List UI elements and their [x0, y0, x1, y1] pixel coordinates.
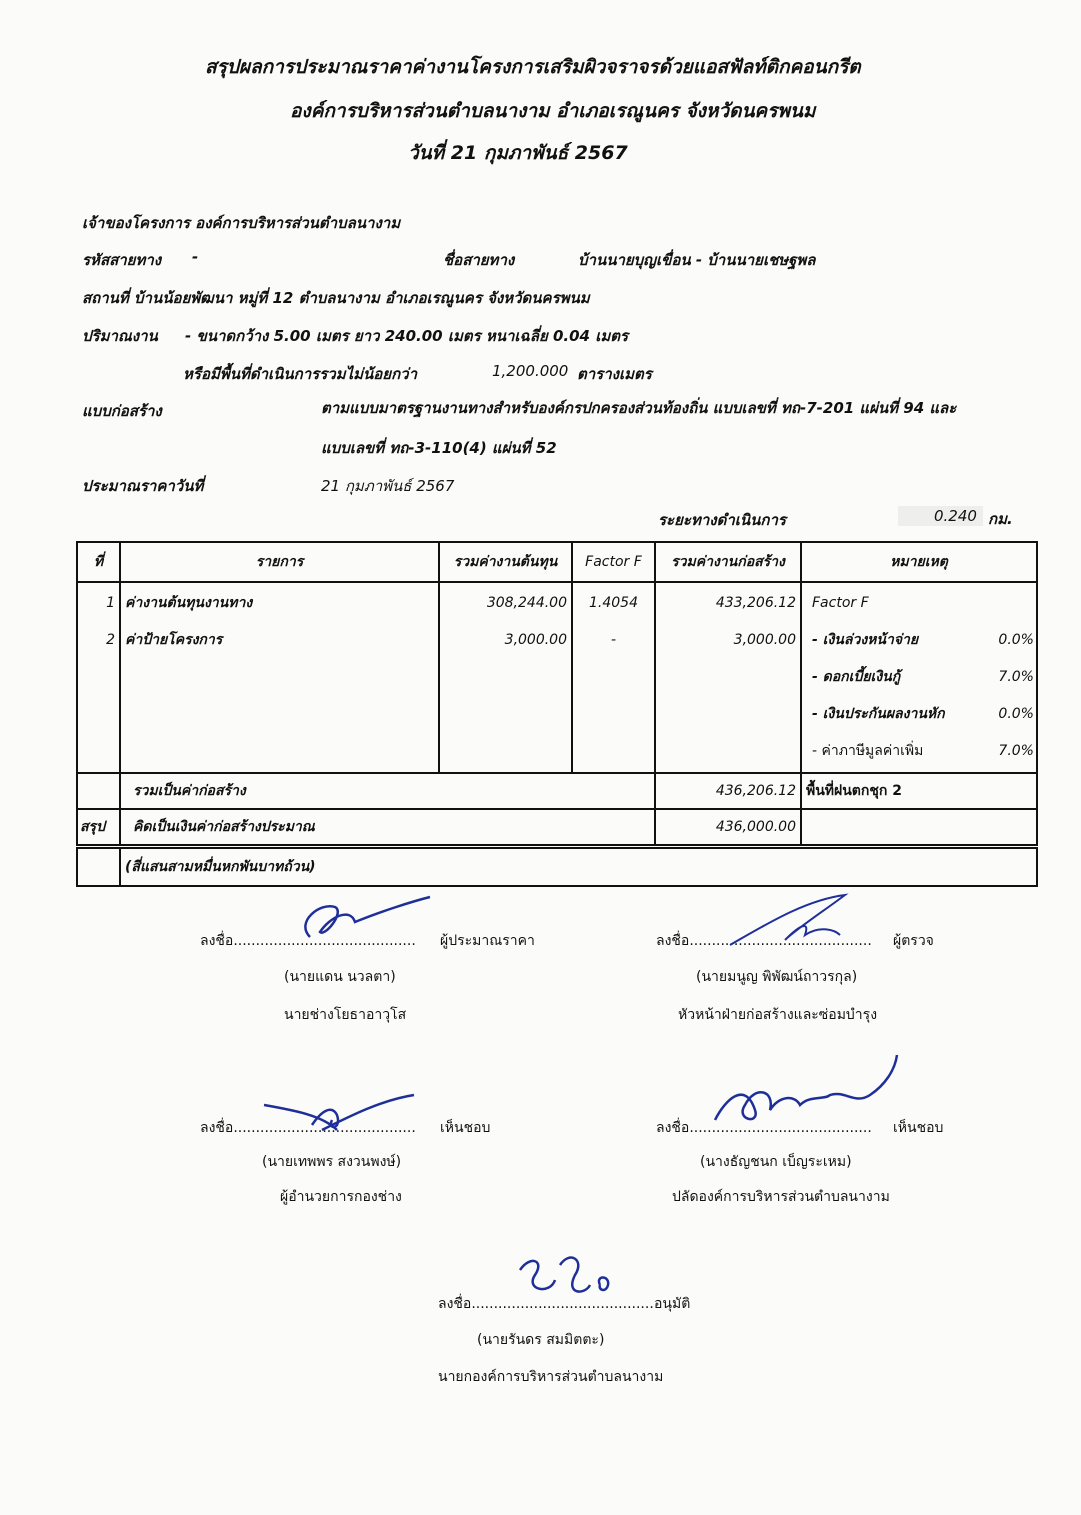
subtotal-label: รวมเป็นค่าก่อสร้าง: [120, 773, 655, 809]
row-1-factor: 1.4054: [589, 595, 638, 611]
remark-interest: [812, 659, 1034, 696]
quantity-value: - ขนาดกว้าง 5.00 เมตร ยาว 240.00 เมตร หนาเฉลี่ย 0.04 เมตร: [185, 327, 629, 345]
row-1-no: 1: [106, 595, 115, 611]
signer-position-1: นายช่างโยธาอาวุโส: [284, 1007, 407, 1023]
table-body: [77, 582, 1037, 773]
subtotal-row: [77, 773, 1037, 809]
header-factor: Factor F: [572, 542, 655, 582]
route-name-label: ชื่อสายทาง: [443, 251, 515, 269]
summary-no: สรุป: [77, 809, 120, 846]
route-name-value: บ้านนายบุญเขื่อน - บ้านนายเชษฐพล: [578, 251, 816, 269]
signer-position-3: ผู้อำนวยการกองช่าง: [280, 1189, 402, 1205]
estimate-date-value: 21 กุมภาพันธ์ 2567: [321, 477, 455, 495]
header-no: ที่: [77, 542, 120, 582]
amount-in-words-row: [77, 846, 1037, 886]
remark-value: 7.0%: [998, 743, 1034, 759]
area-label: หรือมีพื้นที่ดำเนินการรวมไม่น้อยกว่า: [183, 365, 418, 383]
row-2-total: 3,000.00: [733, 632, 796, 648]
route-code-label: รหัสสายทาง: [82, 251, 162, 269]
handwritten-signature-1: [290, 892, 435, 947]
area-unit: ตารางเมตร: [577, 365, 652, 383]
subtotal-remark: พื้นที่ฝนตกชุก 2: [801, 773, 1037, 809]
signature-line-1: ลงชื่อ.........................................: [200, 933, 416, 949]
handwritten-signature-2: [725, 890, 865, 950]
amount-in-words: (สี่แสนสามหมื่นหกพันบาทถ้วน): [120, 846, 1037, 886]
remark-guarantee: [812, 696, 1034, 733]
design-label: แบบก่อสร้าง: [82, 402, 162, 420]
header-cost: รวมค่างานต้นทุน: [439, 542, 572, 582]
remark-label: - เงินล่วงหน้าจ่าย: [812, 632, 919, 648]
row-2-item: ค่าป้ายโครงการ: [125, 632, 223, 648]
estimate-date-label: ประมาณราคาวันที่: [82, 477, 204, 495]
handwritten-signature-3: [262, 1090, 417, 1140]
signature-line-4: ลงชื่อ.........................................: [656, 1120, 872, 1136]
remark-label: - ค่าภาษีมูลค่าเพิ่ม: [812, 743, 924, 759]
signature-role-2: ผู้ตรวจ: [893, 933, 934, 949]
signature-role-3: เห็นชอบ: [440, 1120, 491, 1136]
quantity-label: ปริมาณงาน: [82, 327, 158, 345]
document-title: สรุปผลการประมาณราคาค่างานโครงการเสริมผิวจราจรด้วยแอสฟัลท์ติกคอนกรีต: [205, 56, 861, 78]
design-line-1: ตามแบบมาตรฐานงานทางสำหรับองค์กรปกครองส่วนท้องถิ่น แบบเลขที่ ทถ-7-201 แผ่นที่ 94 และ: [321, 399, 957, 417]
distance-unit: กม.: [988, 510, 1013, 528]
signature-line-3: ลงชื่อ.........................................: [200, 1120, 416, 1136]
remark-label: - เงินประกันผลงานหัก: [812, 706, 945, 722]
signature-role-1: ผู้ประมาณราคา: [440, 933, 535, 949]
subtotal-value: 436,206.12: [655, 773, 801, 809]
header-item: รายการ: [120, 542, 439, 582]
remark-value: 0.0%: [998, 706, 1034, 722]
header-remark: หมายเหตุ: [801, 542, 1037, 582]
signer-name-3: (นายเทพพร สงวนพงษ์): [262, 1154, 402, 1170]
signer-name-5: (นายรันดร สมมิตตะ): [477, 1332, 605, 1348]
area-value: 1,200.000: [492, 362, 569, 380]
remark-vat: [812, 733, 1034, 770]
document-date: วันที่ 21 กุมภาพันธ์ 2567: [408, 142, 628, 164]
distance-label: ระยะทางดำเนินการ: [658, 511, 786, 529]
signer-name-4: (นางธัญชนก เบ็ญระเหม): [700, 1154, 852, 1170]
row-1-total: 433,206.12: [715, 595, 796, 611]
row-2-no: 2: [106, 632, 115, 648]
organization: องค์การบริหารส่วนตำบลนางาม อำเภอเรณูนคร จังหวัดนครพนม: [290, 100, 816, 122]
summary-value: 436,000.00: [655, 809, 801, 846]
handwritten-signature-4: [705, 1050, 905, 1130]
row-2-cost: 3,000.00: [504, 632, 567, 648]
cost-summary-table: [76, 541, 1038, 887]
signature-line-5: ลงชื่อ.........................................: [438, 1296, 654, 1312]
header-total: รวมค่างานก่อสร้าง: [655, 542, 801, 582]
signer-position-4: ปลัดองค์การบริหารส่วนตำบลนางาม: [672, 1189, 890, 1205]
summary-row: [77, 809, 1037, 846]
signer-name-1: (นายแดน นวลตา): [284, 969, 396, 985]
signer-position-5: นายกองค์การบริหารส่วนตำบลนางาม: [438, 1369, 664, 1385]
remark-advance: [812, 622, 1034, 659]
remark-label: - ดอกเบี้ยเงินกู้: [812, 669, 901, 685]
table-header-row: [77, 542, 1037, 582]
location: สถานที่ บ้านน้อยพัฒนา หมู่ที่ 12 ตำบลนางาม อำเภอเรณูนคร จังหวัดนครพนม: [82, 289, 590, 307]
remark-value: 7.0%: [998, 669, 1034, 685]
handwritten-signature-5: [510, 1245, 620, 1305]
row-1-item: ค่างานต้นทุนงานทาง: [125, 595, 253, 611]
distance-value: 0.240: [898, 506, 983, 526]
project-owner: เจ้าของโครงการ องค์การบริหารส่วนตำบลนางาม: [82, 214, 401, 232]
signature-line-2: ลงชื่อ.........................................: [656, 933, 872, 949]
row-1-cost: 308,244.00: [486, 595, 567, 611]
remark-title: Factor F: [812, 595, 869, 611]
row-2-factor: -: [610, 632, 617, 648]
summary-label: คิดเป็นเงินค่าก่อสร้างประมาณ: [120, 809, 655, 846]
signer-position-2: หัวหน้าฝ่ายก่อสร้างและซ่อมบำรุง: [678, 1007, 878, 1023]
signer-name-2: (นายมนูญ พิพัฒน์ถาวรกุล): [696, 969, 858, 985]
signature-role-5: อนุมัติ: [654, 1296, 691, 1312]
design-line-2: แบบเลขที่ ทถ-3-110(4) แผ่นที่ 52: [321, 439, 557, 457]
remark-value: 0.0%: [998, 632, 1034, 648]
route-code-value: -: [192, 248, 199, 266]
signature-role-4: เห็นชอบ: [893, 1120, 944, 1136]
